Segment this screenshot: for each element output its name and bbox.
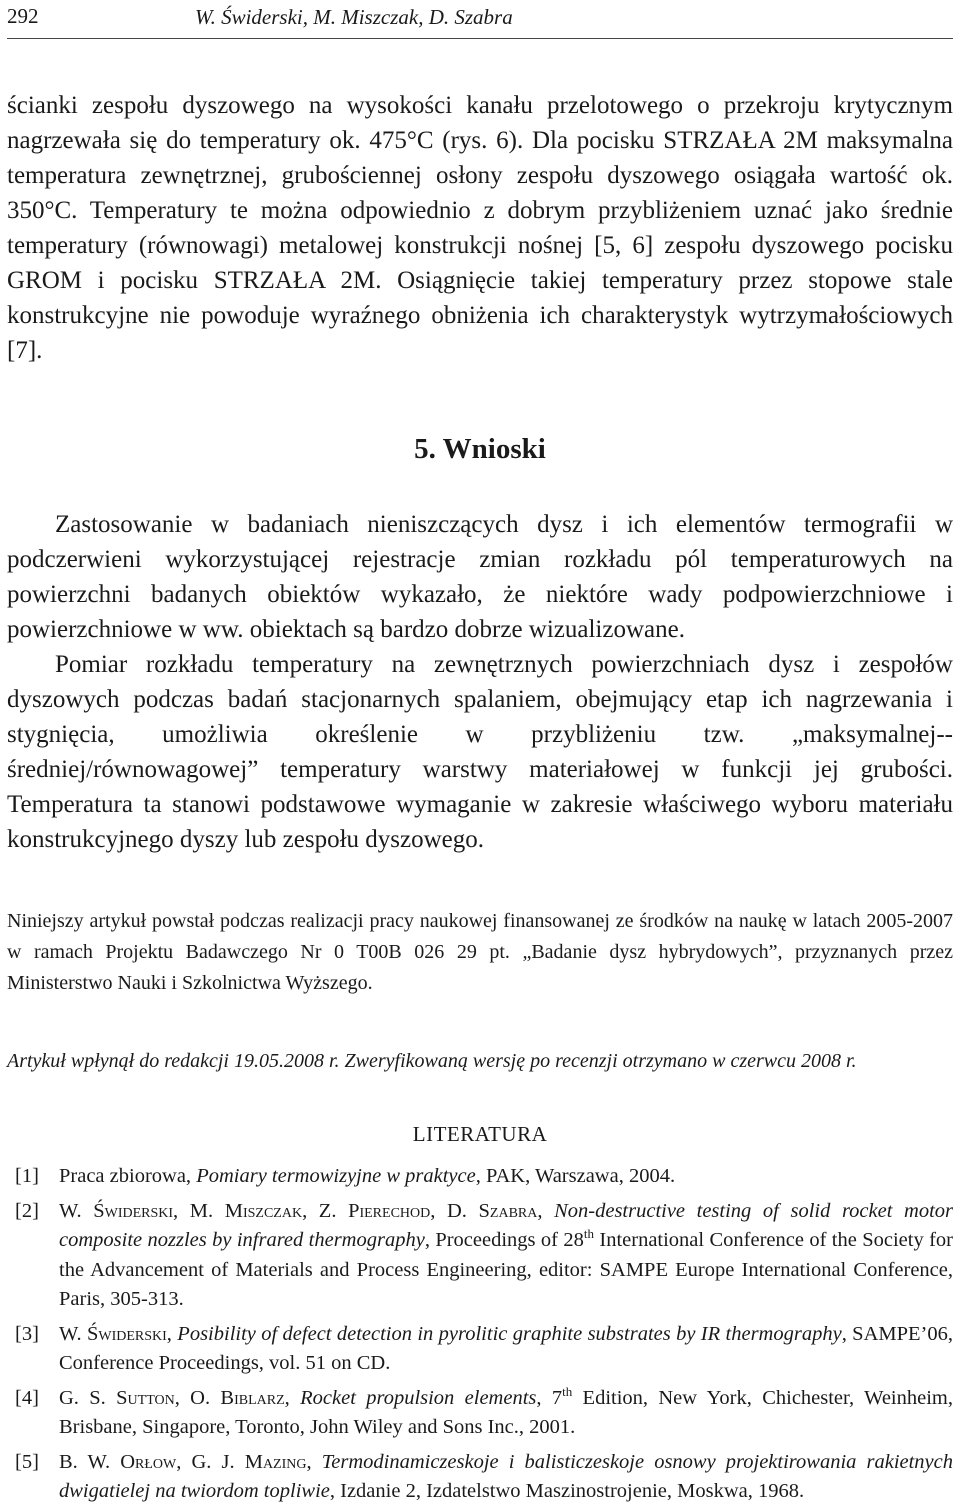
reference-authors: W. Świderski, M. Miszczak, Z. Pierechod, D. Szabra,	[59, 1199, 555, 1222]
reference-authors: Praca zbiorowa,	[59, 1165, 197, 1187]
page-number: 292	[7, 4, 39, 28]
received-note: Artykuł wpłynął do redakcji 19.05.2008 r. Zweryfikowaną wersję po recenzji otrzymano w czerwcu 2008 r.	[7, 1050, 857, 1072]
section-heading: 5. Wnioski	[414, 433, 546, 465]
conclusion-paragraph-1: Zastosowanie w badaniach nieniszczących dysz i ich elementów termografii w podczerwieni wykorzystującej rejestracje zmian rozkładu pól temperaturowych na powierzchni badanych obiektów wykazało, że niektóre wady podpowierzchniowe i powierzchniowe w ww. obiektach są bardzo dobrze wizualizowane.	[7, 511, 953, 643]
reference-details: , 7	[536, 1386, 563, 1409]
reference-number: [1]	[15, 1165, 39, 1187]
conclusions-text-block	[7, 507, 953, 857]
reference-superscript: th	[562, 1383, 573, 1399]
reference-details-cont: Edition, New York, Chichester, Weinheim, Brisbane, Singapore, Toronto, John Wiley and Sons Inc., 2001.	[59, 1386, 953, 1438]
reference-superscript: th	[583, 1226, 594, 1242]
reference-number: [2]	[15, 1199, 39, 1222]
reference-title: Termodinamiczeskoje i balisticzeskoje osnowy projektirowania rakietnych dwigatielej na twiordom topliwie	[59, 1450, 954, 1502]
reference-title: Posibility of defect detection in pyrolitic graphite substrates by IR thermography	[177, 1322, 842, 1345]
references-title: LITERATURA	[412, 1122, 548, 1146]
reference-title: Non-destructive testing of solid rocket motor composite nozzles by infrared thermography	[59, 1199, 953, 1251]
conclusion-paragraph-2: Pomiar rozkładu temperatury na zewnętrznych powierzchniach dysz i zespołów dyszowych podczas badań stacjonarnych spalaniem, obejmujący etap ich nagrzewania i stygnięcia, umożliwia określenie w przybliżeniu tzw. „maksymalnej--średniej/równowagowej” temperatury warstwy materiałowej w funkcji jej grubości. Temperatura ta stanowi podstawowe wymaganie w zakresie właściwego wyboru materiału konstrukcyjnego dyszy lub zespołu dyszowego.	[7, 651, 953, 853]
reference-details: , Proceedings of 28	[424, 1229, 584, 1251]
reference-title: Rocket propulsion elements	[300, 1386, 537, 1409]
reference-item	[7, 1384, 953, 1443]
acknowledgement: Niniejszy artykuł powstał podczas realizacji pracy naukowej finansowanej ze środków na naukę w latach 2005-2007 w ramach Projektu Badawczego Nr 0 T00B 026 29 pt. „Badanie dysz hybrydowych”, przyznanych przez Ministerstwo Nauki i Szkolnictwa Wyższego.	[7, 910, 953, 994]
reference-number: [4]	[15, 1386, 39, 1409]
reference-details-cont: International Conference of the Society for the Advancement of Materials and Process Engineering, editor: SAMPE Europe International Conference, Paris, 305-313.	[59, 1229, 953, 1310]
reference-authors: B. W. Orłow, G. J. Mazing,	[59, 1450, 322, 1473]
reference-details: , Izdanie 2, Izdatelstwo Maszinostrojenie, Moskwa, 1968.	[329, 1480, 805, 1502]
running-head: W. Świderski, M. Miszczak, D. Szabra	[195, 5, 513, 29]
reference-item	[7, 1448, 953, 1507]
reference-item	[7, 1320, 953, 1379]
reference-title: Pomiary termowizyjne w praktyce	[196, 1165, 476, 1187]
reference-details: , PAK, Warszawa, 2004.	[475, 1165, 676, 1187]
page-header	[7, 4, 953, 32]
intro-text-block	[7, 88, 953, 368]
reference-details: , SAMPE’06, Conference Proceedings, vol. 51 on CD.	[59, 1322, 953, 1374]
intro-paragraph: ścianki zespołu dyszowego na wysokości kanału przelotowego o przekroju krytycznym nagrzewała się do temperatury ok. 475°C (rys. 6). Dla pocisku STRZAŁA 2M maksymalna temperatura zewnętrznej, grubościennej osłony zespołu dyszowego osiągała wartość ok. 350°C. Temperatury te można odpowiednio z dobrym przybliżeniem uznać jako średnie temperatury (równowagi) metalowej konstrukcji nośnej [5, 6] zespołu dyszowego pocisku GROM i pocisku STRZAŁA 2M. Osiągnięcie takiej temperatury przez stopowe stale konstrukcyjne nie powoduje wyraźnego obniżenia ich charakterystyk wytrzymałościowych [7].	[7, 92, 953, 364]
reference-number: [5]	[15, 1450, 39, 1473]
reference-number: [3]	[15, 1322, 39, 1345]
reference-item	[7, 1197, 953, 1315]
header-rule	[7, 38, 953, 39]
reference-list	[7, 1162, 953, 1512]
reference-authors: W. Świderski,	[59, 1322, 178, 1345]
reference-authors: G. S. Sutton, O. Biblarz,	[59, 1386, 301, 1409]
reference-item	[7, 1162, 953, 1192]
